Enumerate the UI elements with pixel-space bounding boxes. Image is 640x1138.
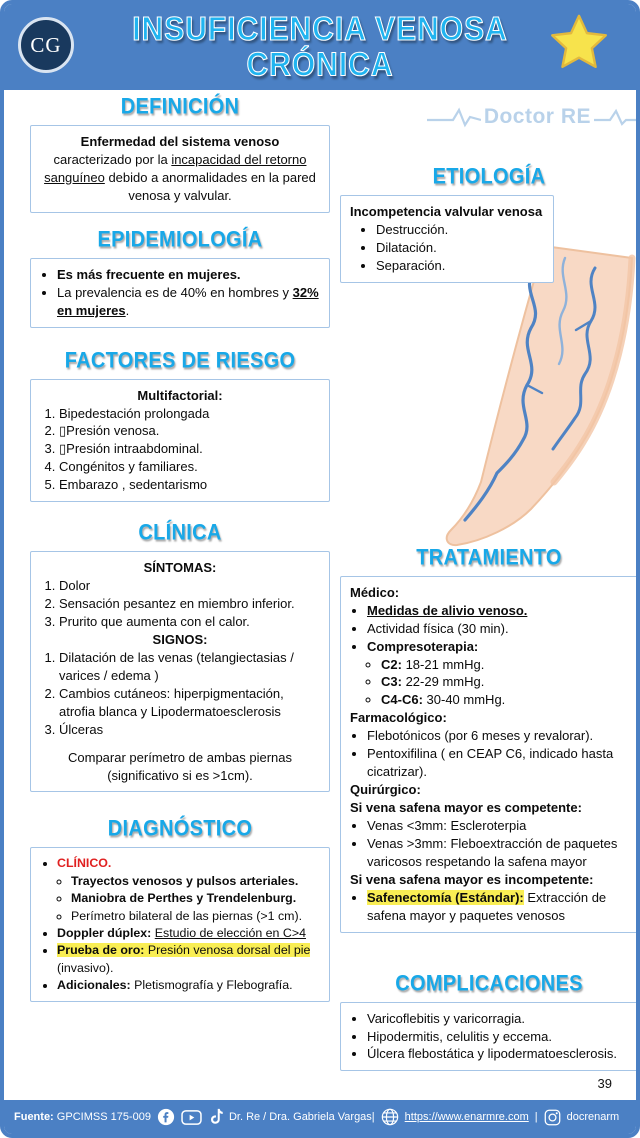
list-item: • Actividad física (30 min). <box>367 620 628 638</box>
list-item: • Hipodermitis, celulitis y eccema. <box>367 1028 628 1046</box>
diag-adicionales-label: Adicionales: <box>57 977 131 992</box>
instagram-handle: docrenarm <box>566 1111 620 1123</box>
etiologia-box <box>340 195 554 283</box>
list-item: • Pentoxifilina ( en CEAP C6, indicado hasta cicatrizar). <box>367 745 628 781</box>
factores-heading: Multifactorial: <box>137 387 223 403</box>
list-item <box>57 855 320 924</box>
page-title-line2: CRÓNICA <box>246 46 394 84</box>
definicion-box <box>30 125 330 213</box>
epi-item2-pre: La prevalencia es de 40% en hombres y <box>57 284 289 300</box>
list-item: 2. ▯Presión venosa. <box>59 422 320 440</box>
diagnostico-list <box>40 855 320 994</box>
complicaciones-list <box>350 1010 628 1064</box>
signos-list <box>40 649 320 739</box>
safenectomia-highlight: Safenectomía (Estándar): <box>367 889 524 905</box>
header-bar <box>4 4 636 90</box>
list-item <box>367 638 628 710</box>
list-item: 2. Cambios cutáneos: hiperpigmentación, atrofia blanca y Lipodermatoesclerosis <box>59 685 320 721</box>
list-item: • Venas >3mm: Fleboextracción de paquetes varicosos respetando la safena mayor <box>367 835 628 871</box>
c46-label: C4-C6: <box>381 692 423 708</box>
list-item <box>57 266 320 284</box>
list-item <box>57 942 320 977</box>
list-item <box>381 656 628 674</box>
list-item: ◦ Perímetro bilateral de las piernas (>1 cm). <box>71 908 320 925</box>
doctor-re-logo <box>340 102 636 132</box>
farmacologico-heading: Farmacológico: <box>350 710 447 726</box>
source-label: Fuente: <box>14 1111 54 1123</box>
section-title-definicion: DEFINICIÓN <box>120 94 240 120</box>
page-title-line1: INSUFICIENCIA VENOSA <box>132 10 508 48</box>
definicion-bold: Enfermedad del sistema venoso <box>80 134 280 149</box>
signos-heading: SIGNOS: <box>152 631 208 647</box>
ekg-line-right-icon <box>594 106 636 128</box>
sintomas-heading: SÍNTOMAS: <box>143 560 217 576</box>
page-title <box>4 4 636 83</box>
list-item: ◦ Trayectos venosos y pulsos arteriales. <box>71 873 320 890</box>
list-item: 2. Sensación pesantez en miembro inferior. <box>59 595 320 613</box>
clinica-note-line1: Comparar perímetro de ambas piernas <box>68 749 292 765</box>
facebook-icon <box>157 1108 175 1126</box>
list-item: 3. Prurito que aumenta con el calor. <box>59 613 320 631</box>
section-title-etiologia: ETIOLOGÍA <box>432 164 546 190</box>
competente-heading: Si vena safena mayor es competente: <box>350 800 582 815</box>
diagnostico-box <box>30 847 330 1002</box>
diag-doppler-label: Doppler dúplex: <box>57 925 152 940</box>
c2-label: C2: <box>381 656 402 672</box>
list-item: 3. ▯Presión intraabdominal. <box>59 440 320 458</box>
youtube-icon <box>181 1110 202 1125</box>
section-title-epidemiologia: EPIDEMIOLOGÍA <box>97 227 263 252</box>
safenectomia-rest: Extracción de safena mayor y paquetes venosos <box>367 889 607 923</box>
definicion-seg2: debido a anormalidades en la pared venosa y valvular. <box>108 169 316 203</box>
tiktok-icon <box>208 1108 223 1126</box>
epi-item1: Es más frecuente en mujeres. <box>57 266 241 282</box>
list-item <box>367 889 628 925</box>
incompetente-list <box>350 889 628 925</box>
medico-heading: Médico: <box>350 584 400 600</box>
list-item: • Destrucción. <box>376 221 544 239</box>
list-item: • Varicoflebitis y varicorragia. <box>367 1010 628 1028</box>
quirurgico-heading: Quirúrgico: <box>350 782 421 798</box>
etiologia-heading: Incompetencia valvular venosa <box>350 204 543 219</box>
diag-prueba-label: Prueba de oro: <box>57 943 145 958</box>
epidemiologia-list <box>40 266 320 320</box>
section-title-factores: FACTORES DE RIESGO <box>64 348 296 373</box>
factores-box <box>30 379 330 503</box>
list-item: 5. Embarazo , sedentarismo <box>59 476 320 494</box>
complicaciones-box <box>340 1002 638 1072</box>
medico-list <box>350 602 628 710</box>
clinica-note-line2: (significativo si es >1cm). <box>107 767 253 783</box>
list-item <box>381 691 628 709</box>
cg-logo-text: CG <box>30 32 62 57</box>
section-title-diagnostico: DIAGNÓSTICO <box>107 817 253 842</box>
source-text <box>14 1111 151 1123</box>
list-item: 1. Bipedestación prolongada <box>59 405 320 423</box>
epidemiologia-box <box>30 258 330 328</box>
section-title-complicaciones: COMPLICACIONES <box>395 971 583 996</box>
list-item: 3. Úlceras <box>59 721 320 739</box>
factores-list <box>40 405 320 495</box>
clinica-box <box>30 551 330 792</box>
diag-prueba-value: Presión venosa dorsal del pie <box>147 943 311 958</box>
list-item: 1. Dolor <box>59 577 320 595</box>
c3-value: 22-29 mmHg. <box>405 674 485 690</box>
credit-text: Dr. Re / Dra. Gabriela Vargas| <box>228 1111 375 1123</box>
section-title-tratamiento: TRATAMIENTO <box>416 545 562 570</box>
epi-item2-strong: 32% en mujeres <box>57 284 319 318</box>
incompetente-heading: Si vena safena mayor es incompetente: <box>350 871 594 887</box>
list-item <box>367 602 628 620</box>
compresoterapia-list <box>367 656 628 710</box>
diag-clinico: CLÍNICO. <box>57 856 112 871</box>
compresoterapia-heading: Compresoterapia: <box>367 638 479 654</box>
epi-item2-end: . <box>125 302 130 318</box>
brand-name: Doctor RE <box>483 105 591 128</box>
list-item: • Úlcera flebostática y lipodermatoesclerosis. <box>367 1045 628 1063</box>
list-item: • Separación. <box>376 257 544 275</box>
globe-icon <box>381 1108 399 1126</box>
diag-adicionales-value: Pletismografía y Flebografía. <box>134 977 293 992</box>
definicion-seg1: caracterizado por la <box>53 151 168 167</box>
definicion-underline: incapacidad del retorno sanguíneo <box>44 151 307 185</box>
competente-list <box>350 817 628 871</box>
farmacologico-list <box>350 727 628 781</box>
section-title-clinica: CLÍNICA <box>138 521 222 546</box>
list-item <box>57 925 320 942</box>
list-item: ◦ Maniobra de Perthes y Trendelenburg. <box>71 890 320 907</box>
list-item: • Dilatación. <box>376 239 544 257</box>
diag-gold-standard-highlight <box>57 943 310 957</box>
star-icon <box>548 12 610 74</box>
list-item <box>381 673 628 691</box>
diagnostico-sublist <box>57 873 320 925</box>
etiologia-list <box>350 221 544 275</box>
sintomas-list <box>40 577 320 631</box>
footer-separator: | <box>534 1111 538 1123</box>
footer-bar <box>4 1100 636 1134</box>
c2-value: 18-21 mmHg. <box>405 656 485 672</box>
tratamiento-box <box>340 576 638 933</box>
list-item: 4. Congénitos y familiares. <box>59 458 320 476</box>
list-item <box>57 977 320 994</box>
ekg-line-left-icon <box>427 106 481 128</box>
c46-value: 30-40 mmHg. <box>426 692 506 708</box>
list-item: 1. Dilatación de las venas (telangiectasias / varices / edema ) <box>59 649 320 685</box>
c3-label: C3: <box>381 674 402 690</box>
trat-medidas: Medidas de alivio venoso. <box>367 602 528 618</box>
source-value: GPCIMSS 175-009 <box>56 1111 151 1123</box>
instagram-icon <box>544 1109 561 1126</box>
list-item <box>57 284 320 320</box>
page-number: 39 <box>597 1076 612 1091</box>
left-column <box>30 96 330 1002</box>
website-link[interactable]: https://www.enarmre.com <box>404 1111 529 1123</box>
diag-doppler-value: Estudio de elección en C>4 <box>154 925 306 940</box>
diag-prueba-note: (invasivo). <box>57 960 114 975</box>
list-item: • Venas <3mm: Escleroterpia <box>367 817 628 835</box>
list-item: • Flebotónicos (por 6 meses y revalorar). <box>367 727 628 745</box>
